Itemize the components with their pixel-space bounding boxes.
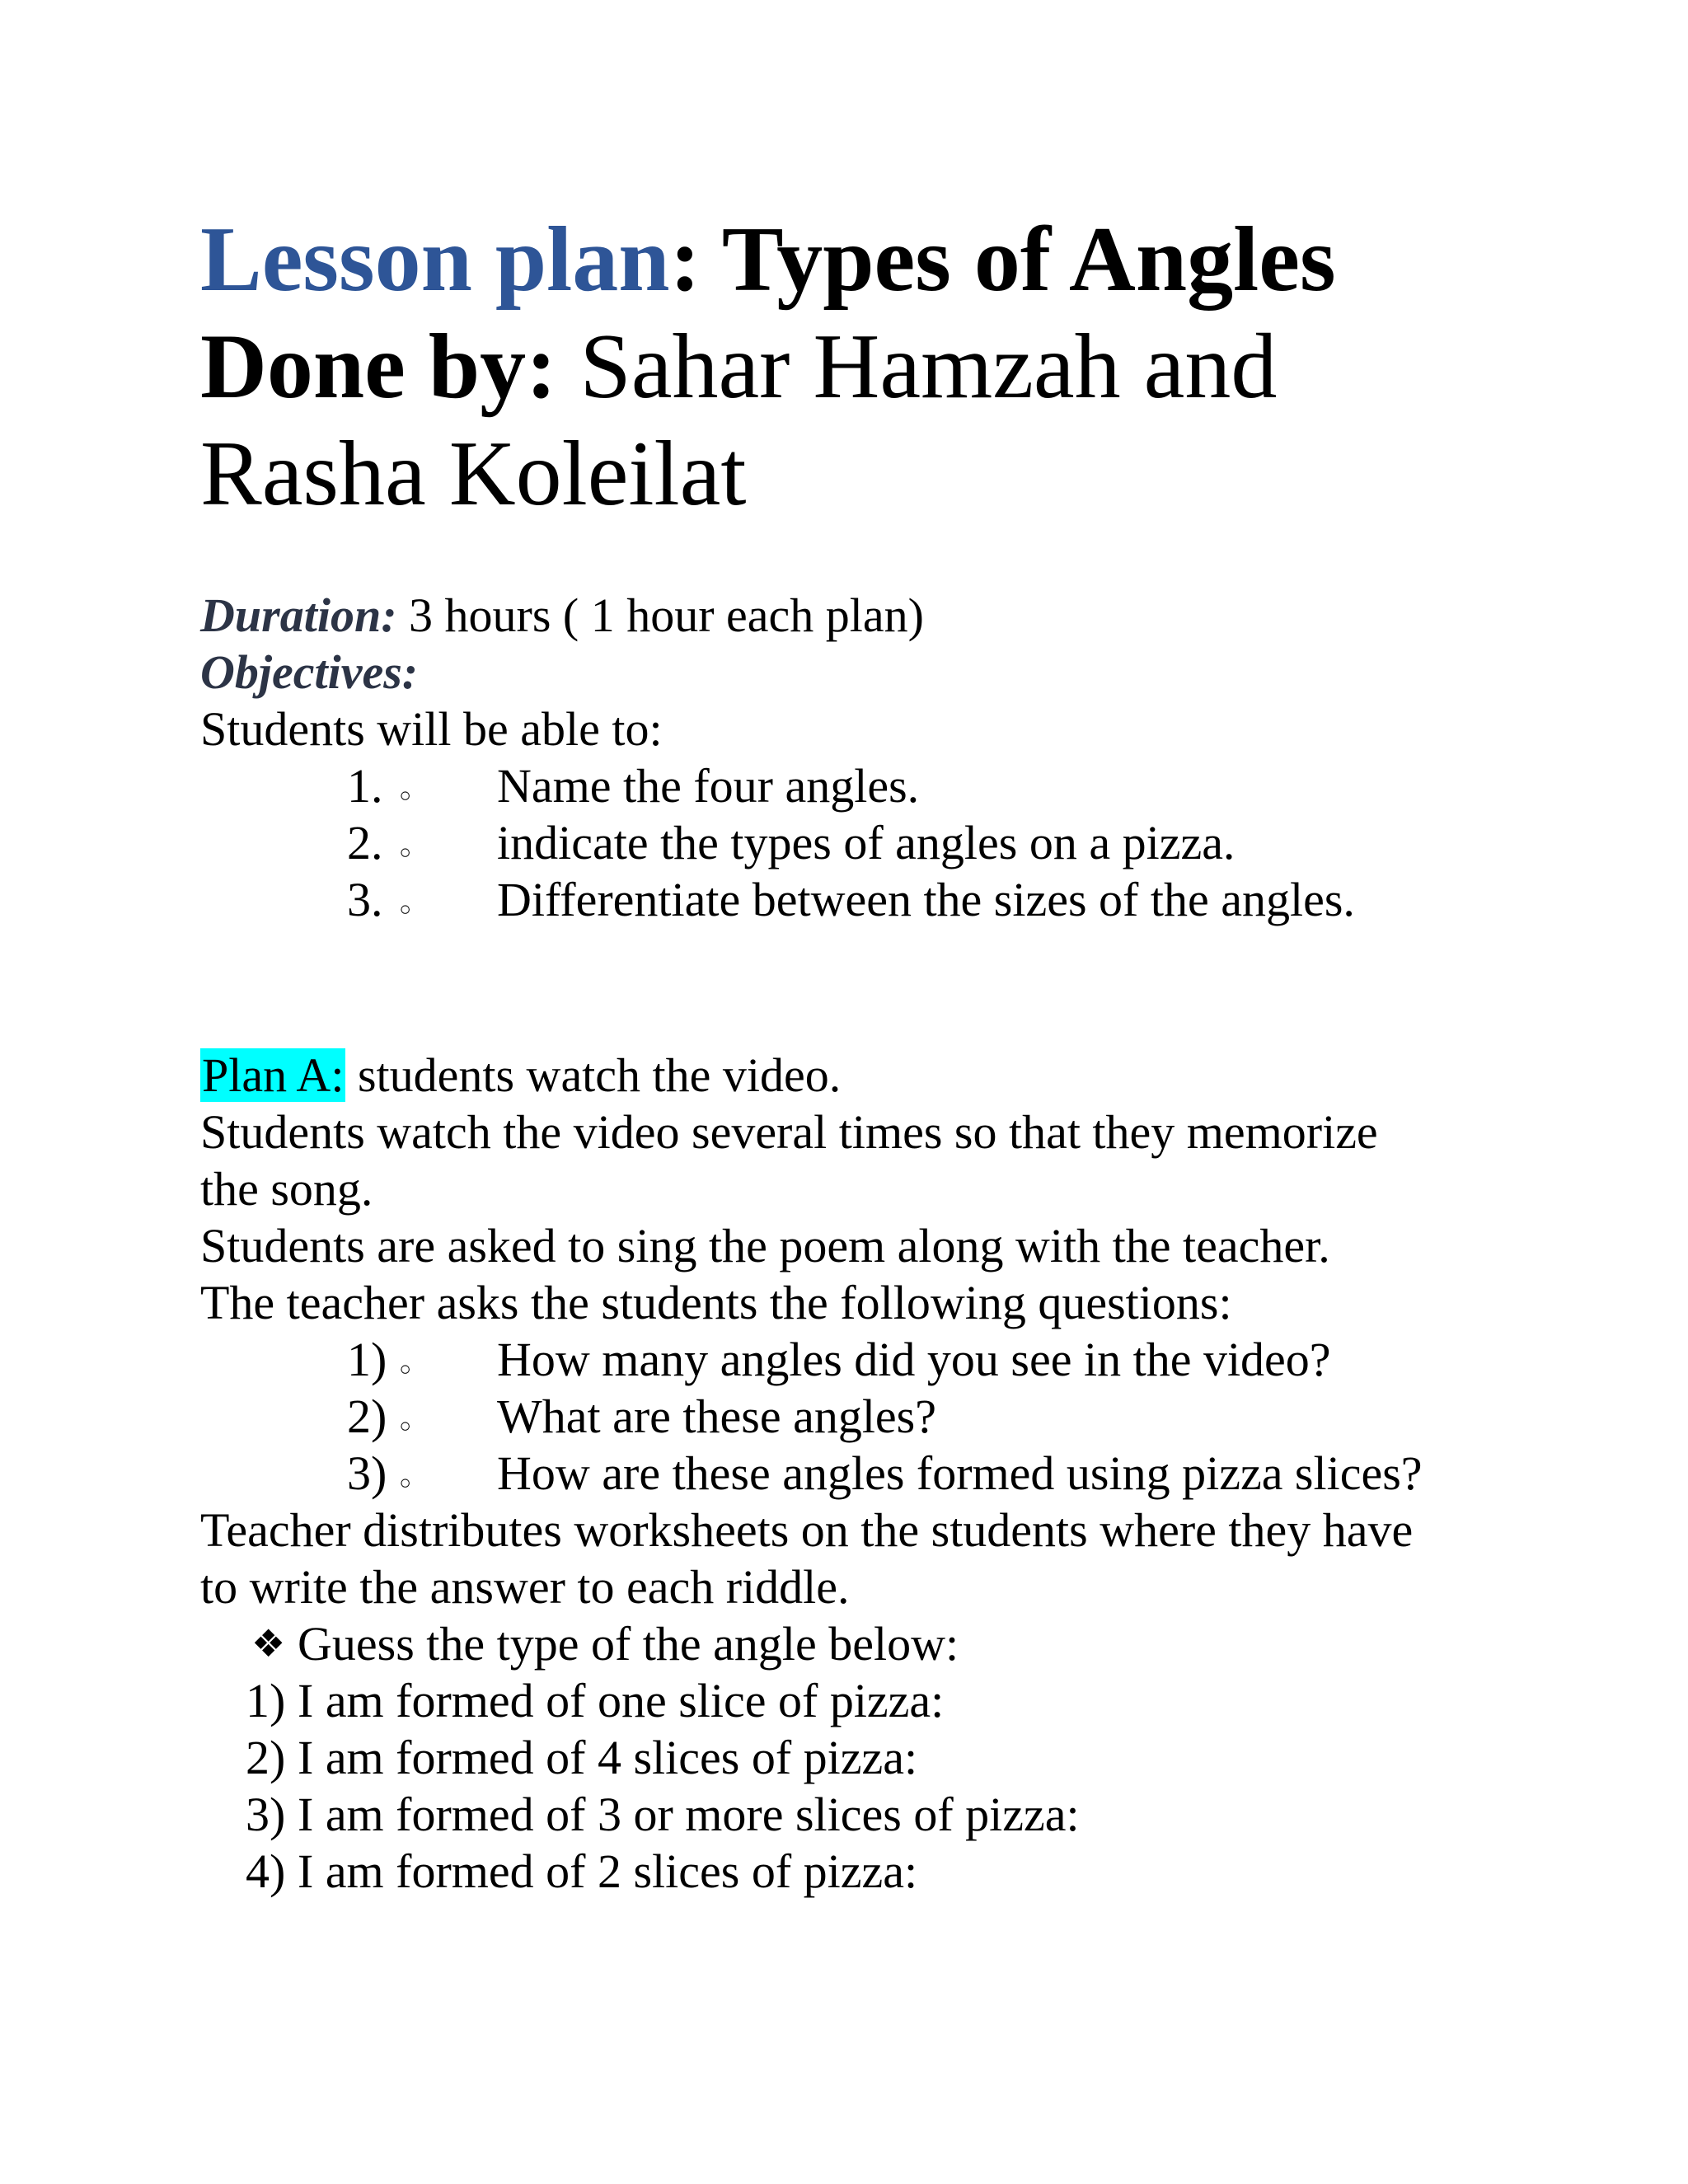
title-separator: : xyxy=(669,209,701,311)
paragraph-line: to write the answer to each riddle. xyxy=(200,1560,850,1614)
lesson-plan-label: Lesson plan xyxy=(200,209,670,311)
plan-a-section xyxy=(200,1047,1601,1900)
hollow-bullet-icon: ◦ xyxy=(396,894,415,928)
objective-text: Differentiate between the sizes of the angles. xyxy=(497,873,1355,926)
meta-section xyxy=(200,587,1601,928)
objectives-intro: Students will be able to: xyxy=(200,702,663,756)
duration-value: 3 hours ( 1 hour each plan) xyxy=(396,588,924,642)
riddle-text: I am formed of 2 slices of pizza: xyxy=(298,1844,918,1898)
plan-a-heading xyxy=(200,1047,1601,1104)
question-text: How many angles did you see in the video? xyxy=(497,1333,1331,1386)
question-text: How are these angles formed using pizza slices? xyxy=(497,1446,1423,1500)
paragraph-line: Teacher distributes worksheets on the students where they have xyxy=(200,1503,1414,1557)
paragraph-line: The teacher asks the students the following questions: xyxy=(200,1276,1232,1329)
plan-a-label-highlight xyxy=(200,1048,345,1102)
objectives-heading-line xyxy=(200,644,1601,701)
question-item xyxy=(200,1445,1601,1502)
question-item xyxy=(200,1331,1601,1388)
hollow-bullet-icon: ◦ xyxy=(396,780,415,814)
riddle-item xyxy=(200,1729,1601,1786)
riddle-text: I am formed of 3 or more slices of pizza: xyxy=(298,1788,1080,1841)
objective-number: 3. xyxy=(347,873,383,926)
riddle-item xyxy=(200,1843,1601,1900)
authors-text-1: Sahar Hamzah and xyxy=(556,316,1278,418)
authors-text-2: Rasha Koleilat xyxy=(200,423,747,525)
question-item xyxy=(200,1388,1601,1445)
plan-a-heading-text: students watch the video. xyxy=(345,1048,842,1102)
objective-number: 2. xyxy=(347,816,383,869)
objective-number: 1. xyxy=(347,759,383,813)
riddle-intro xyxy=(200,1615,1601,1672)
duration-label: Duration: xyxy=(200,588,397,642)
plan-a-label: Plan A xyxy=(202,1048,331,1102)
plan-a-colon: : xyxy=(331,1048,345,1102)
authors-line-2 xyxy=(200,420,1601,527)
riddle-number: 4) xyxy=(246,1844,286,1898)
diamond-bullet-icon: ❖ xyxy=(251,1621,286,1666)
duration-line xyxy=(200,587,1601,644)
riddle-number: 2) xyxy=(246,1731,286,1784)
question-text: What are these angles? xyxy=(497,1390,936,1443)
objective-text: indicate the types of angles on a pizza. xyxy=(497,816,1236,869)
question-number: 3) xyxy=(347,1446,387,1500)
hollow-bullet-icon: ◦ xyxy=(396,1411,415,1445)
question-number: 2) xyxy=(347,1390,387,1443)
paragraph-line: Students are asked to sing the poem along with the teacher. xyxy=(200,1219,1330,1272)
title-block xyxy=(200,206,1601,527)
objectives-label: Objectives: xyxy=(200,645,419,699)
hollow-bullet-icon: ◦ xyxy=(396,1468,415,1502)
objective-text: Name the four angles. xyxy=(497,759,920,813)
hollow-bullet-icon: ◦ xyxy=(396,1354,415,1388)
riddle-text: I am formed of one slice of pizza: xyxy=(298,1674,945,1727)
riddle-item xyxy=(200,1786,1601,1843)
title-line xyxy=(200,206,1601,313)
riddle-text: I am formed of 4 slices of pizza: xyxy=(298,1731,918,1784)
objective-item xyxy=(200,757,1601,814)
paragraph-line: the song. xyxy=(200,1162,373,1216)
done-by-label: Done by: xyxy=(200,316,557,418)
riddle-number: 3) xyxy=(246,1788,286,1841)
authors-line xyxy=(200,313,1601,420)
objective-item xyxy=(200,814,1601,871)
objective-item xyxy=(200,871,1601,928)
question-number: 1) xyxy=(347,1333,387,1386)
riddle-number: 1) xyxy=(246,1674,286,1727)
riddle-intro-text: Guess the type of the angle below: xyxy=(298,1617,959,1671)
paragraph-line: Students watch the video several times so that they memorize xyxy=(200,1105,1378,1159)
hollow-bullet-icon: ◦ xyxy=(396,837,415,871)
riddle-item xyxy=(200,1672,1601,1729)
lesson-topic: Types of Angles xyxy=(700,209,1336,311)
